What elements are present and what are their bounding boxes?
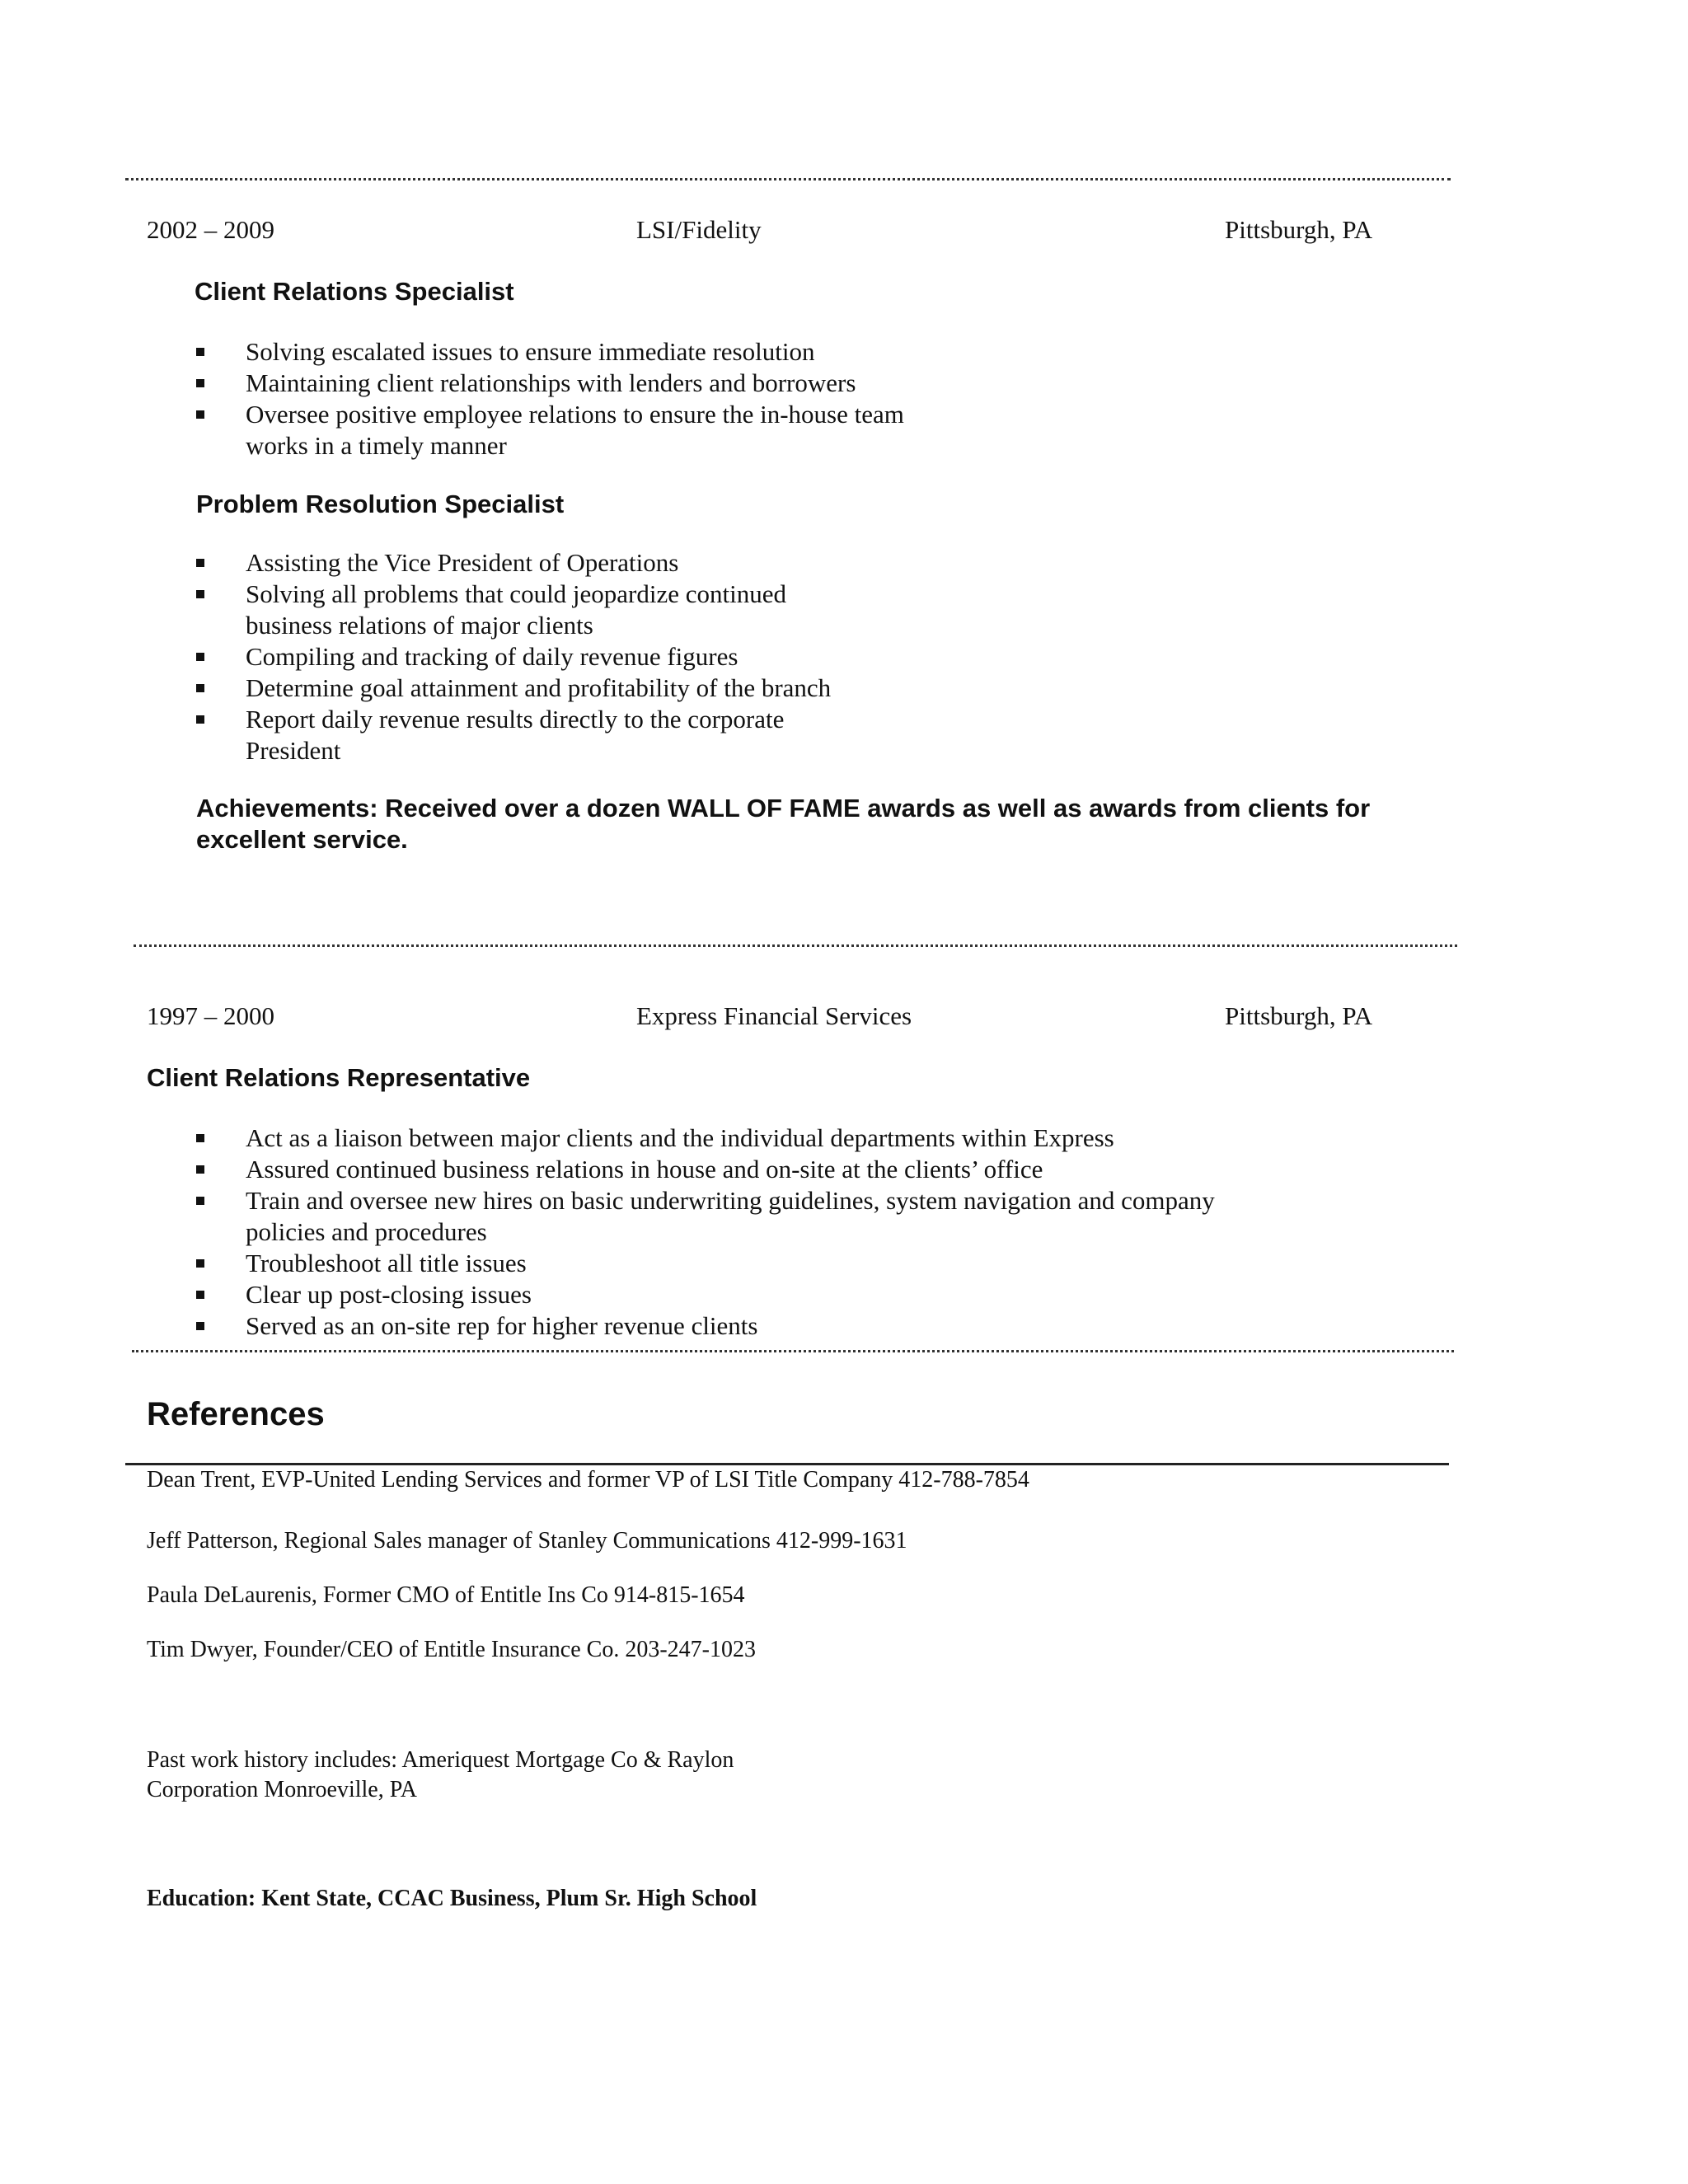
job1-location: Pittsburgh, PA [1225,215,1373,244]
past-work-line2: Corporation Monroeville, PA [147,1777,417,1802]
bullet-square-icon [196,684,204,692]
list-item: Solving escalated issues to ensure immediate resolution [196,336,904,368]
list-item: Assured continued business relations in house and on-site at the clients’ office [196,1154,1215,1185]
reference-item: Jeff Patterson, Regional Sales manager of Stanley Communications 412-999-1631 [147,1528,907,1554]
job1-role1-bullets [196,336,904,462]
list-item-continuation: policies and procedures [246,1217,487,1246]
list-item: Solving all problems that could jeopardize continued [196,579,831,610]
job2-title: Client Relations Representative [147,1063,531,1092]
past-work-line1: Past work history includes: Ameriquest Mortgage Co & Raylon [147,1747,734,1773]
bullet-square-icon [196,559,204,567]
job2-location: Pittsburgh, PA [1225,1001,1373,1030]
bullet-square-icon [196,1134,204,1142]
list-item-continuation: President [246,736,341,765]
list-item: Oversee positive employee relations to ensure the in-house team [196,399,904,430]
bullet-square-icon [196,410,204,419]
job1-role2-title: Problem Resolution Specialist [196,490,565,518]
list-item: Act as a liaison between major clients and the individual departments within Express [196,1122,1215,1154]
job2-years: 1997 – 2000 [147,1001,274,1030]
bullet-square-icon [196,1322,204,1330]
list-item: Compiling and tracking of daily revenue figures [196,641,831,673]
job2-bullets [196,1122,1215,1342]
education-line: Education: Kent State, CCAC Business, Plum Sr. High School [147,1886,757,1911]
list-item-continuation: works in a timely manner [246,431,507,460]
job1-role1-title: Client Relations Specialist [195,277,514,306]
section-divider-middle [134,944,1457,947]
job2-company: Express Financial Services [636,1001,912,1030]
list-item: Troubleshoot all title issues [196,1248,1215,1279]
bullet-square-icon [196,590,204,598]
job1-years: 2002 – 2009 [147,215,274,244]
section-divider-top [125,178,1451,180]
reference-item: Paula DeLaurenis, Former CMO of Entitle Ins Co 914-815-1654 [147,1582,745,1608]
bullet-square-icon [196,1259,204,1268]
job1-company: LSI/Fidelity [636,215,762,244]
list-item: Served as an on-site rep for higher revenue clients [196,1310,1215,1342]
job1-achievements-line1: Achievements: Received over a dozen WALL OF FAME awards as well as awards from clients for [196,794,1371,823]
bullet-square-icon [196,653,204,661]
bullet-square-icon [196,715,204,724]
references-heading: References [147,1396,325,1432]
job1-achievements-line2: excellent service. [196,825,408,854]
list-item: Determine goal attainment and profitability of the branch [196,673,831,704]
list-item: Train and oversee new hires on basic underwriting guidelines, system navigation and company [196,1185,1215,1216]
list-item: Maintaining client relationships with lenders and borrowers [196,368,904,399]
list-item-continuation: business relations of major clients [246,611,593,640]
references-underline [125,1463,1449,1465]
bullet-square-icon [196,1197,204,1205]
section-divider-bottom [132,1350,1454,1352]
bullet-square-icon [196,1291,204,1299]
bullet-square-icon [196,379,204,387]
bullet-square-icon [196,1165,204,1174]
list-item: Clear up post-closing issues [196,1279,1215,1310]
list-item: Assisting the Vice President of Operations [196,547,831,579]
bullet-square-icon [196,348,204,356]
reference-item: Tim Dwyer, Founder/CEO of Entitle Insurance Co. 203-247-1023 [147,1637,756,1662]
list-item: Report daily revenue results directly to the corporate [196,704,831,735]
job1-role2-bullets [196,547,831,766]
reference-item: Dean Trent, EVP-United Lending Services and former VP of LSI Title Company 412-788-7854 [147,1467,1029,1493]
